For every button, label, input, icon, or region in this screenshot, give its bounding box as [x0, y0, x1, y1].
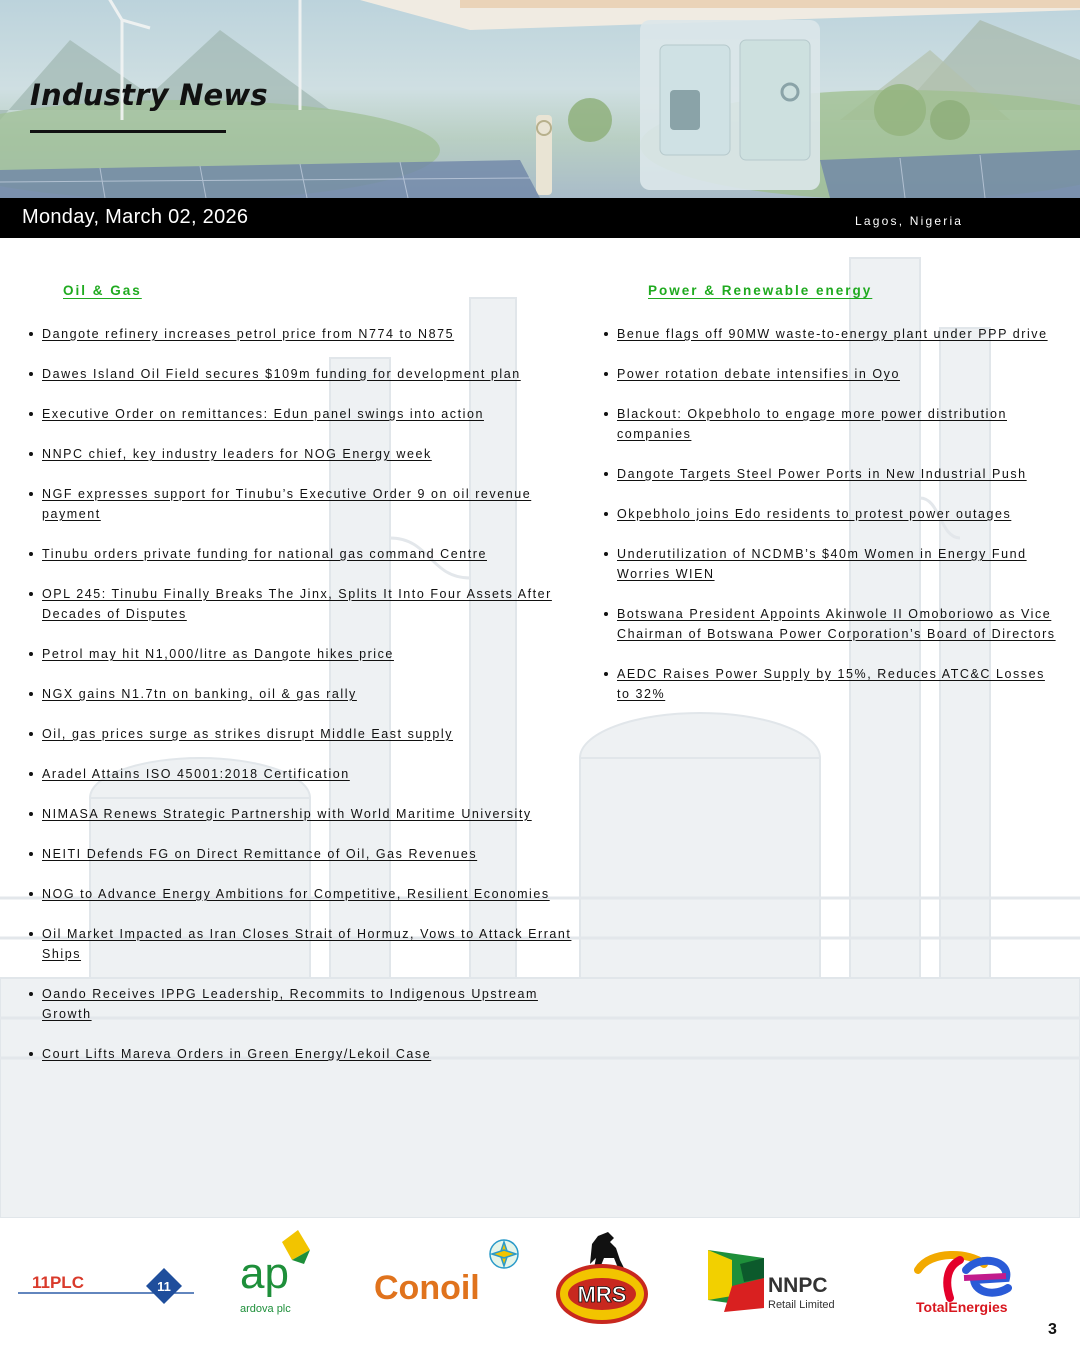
ardova-logo [238, 1228, 318, 1318]
list-item [28, 544, 580, 564]
news-link[interactable]: Benue flags off 90MW waste-to-energy plant under PPP drive [617, 327, 1048, 341]
list-item [603, 364, 1063, 384]
totalenergies-logo [910, 1240, 1020, 1320]
news-link[interactable]: NOG to Advance Energy Ambitions for Competitive, Resilient Economies [42, 887, 550, 901]
news-link[interactable]: Executive Order on remittances: Edun panel swings into action [42, 407, 484, 421]
issue-date: Monday, March 02, 2026 [22, 206, 249, 228]
oil-gas-news-list [28, 324, 580, 1084]
news-link[interactable]: NGX gains N1.7tn on banking, oil & gas rally [42, 687, 357, 701]
list-item [28, 584, 580, 624]
list-item [28, 724, 580, 744]
list-item [28, 984, 580, 1024]
list-item [28, 884, 580, 904]
oil-gas-heading: Oil & Gas [63, 283, 142, 298]
issue-location: Lagos, Nigeria [855, 214, 964, 228]
news-link[interactable]: Oando Receives IPPG Leadership, Recommits to Indigenous Upstream Growth [42, 987, 538, 1021]
news-link[interactable]: NEITI Defends FG on Direct Remittance of Oil, Gas Revenues [42, 847, 478, 861]
power-news-list [603, 324, 1063, 724]
news-link[interactable]: Court Lifts Mareva Orders in Green Energy/Lekoil Case [42, 1047, 432, 1061]
list-item [28, 1044, 580, 1064]
news-link[interactable]: Dawes Island Oil Field secures $109m funding for development plan [42, 367, 521, 381]
ardova-mark: ap [240, 1249, 289, 1298]
news-link[interactable]: Underutilization of NCDMB’s $40m Women in Energy Fund Worries WIEN [617, 547, 1027, 581]
power-heading: Power & Renewable energy [648, 283, 873, 298]
conoil-logo [372, 1236, 532, 1306]
title-underline [30, 130, 226, 133]
news-link[interactable]: Power rotation debate intensifies in Oyo [617, 367, 900, 381]
page-number: 3 [1048, 1321, 1057, 1338]
11plc-wordmark: 11PLC [32, 1273, 84, 1292]
nnpc-subtitle: Retail Limited [768, 1299, 835, 1311]
list-item [603, 324, 1063, 344]
list-item [28, 404, 580, 424]
ardova-name: ardova plc [240, 1303, 291, 1315]
news-link[interactable]: NGF expresses support for Tinubu’s Executive Order 9 on oil revenue payment [42, 487, 532, 521]
news-link[interactable]: OPL 245: Tinubu Finally Breaks The Jinx, Splits It Into Four Assets After Decades of Disputes [42, 587, 552, 621]
news-link[interactable]: NNPC chief, key industry leaders for NOG Energy week [42, 447, 432, 461]
list-item [603, 464, 1063, 484]
news-link[interactable]: Aradel Attains ISO 45001:2018 Certification [42, 767, 350, 781]
list-item [603, 404, 1063, 444]
nnpc-logo [704, 1242, 864, 1316]
nnpc-wordmark: NNPC [768, 1274, 828, 1297]
list-item [28, 804, 580, 824]
news-link[interactable]: Okpebholo joins Edo residents to protest power outages [617, 507, 1012, 521]
mrs-logo [556, 1228, 650, 1328]
list-item [28, 684, 580, 704]
news-link[interactable]: Botswana President Appoints Akinwole II Omoboriowo as Vice Chairman of Botswana Power Corporation’s Board of Directors [617, 607, 1056, 641]
list-item [603, 504, 1063, 524]
list-item [28, 644, 580, 664]
news-link[interactable]: AEDC Raises Power Supply by 15%, Reduces ATC&C Losses to 32% [617, 667, 1045, 701]
sponsor-logos [0, 1222, 1080, 1332]
list-item [603, 544, 1063, 584]
list-item [28, 324, 580, 344]
list-item [28, 924, 580, 964]
mrs-wordmark: MRS [577, 1282, 627, 1307]
news-link[interactable]: Dangote refinery increases petrol price from N774 to N875 [42, 327, 455, 341]
list-item [28, 844, 580, 864]
news-link[interactable]: Blackout: Okpebholo to engage more power distribution companies [617, 407, 1007, 441]
news-link[interactable]: Tinubu orders private funding for national gas command Centre [42, 547, 487, 561]
news-link[interactable]: Oil, gas prices surge as strikes disrupt Middle East supply [42, 727, 454, 741]
11plc-logo [18, 1264, 198, 1306]
list-item [28, 484, 580, 524]
news-link[interactable]: NIMASA Renews Strategic Partnership with World Maritime University [42, 807, 532, 821]
totalenergies-wordmark: TotalEnergies [916, 1299, 1008, 1315]
page-title: Industry News [30, 78, 268, 112]
news-link[interactable]: Oil Market Impacted as Iran Closes Strait of Hormuz, Vows to Attack Errant Ships [42, 927, 572, 961]
conoil-wordmark: Conoil [374, 1269, 480, 1306]
11plc-badge: 11 [157, 1279, 171, 1294]
list-item [603, 664, 1063, 704]
news-link[interactable]: Petrol may hit N1,000/litre as Dangote hikes price [42, 647, 394, 661]
news-link[interactable]: Dangote Targets Steel Power Ports in New Industrial Push [617, 467, 1027, 481]
list-item [28, 764, 580, 784]
header-banner [0, 0, 1080, 198]
list-item [28, 364, 580, 384]
list-item [603, 604, 1063, 644]
list-item [28, 444, 580, 464]
date-bar [0, 198, 1080, 238]
